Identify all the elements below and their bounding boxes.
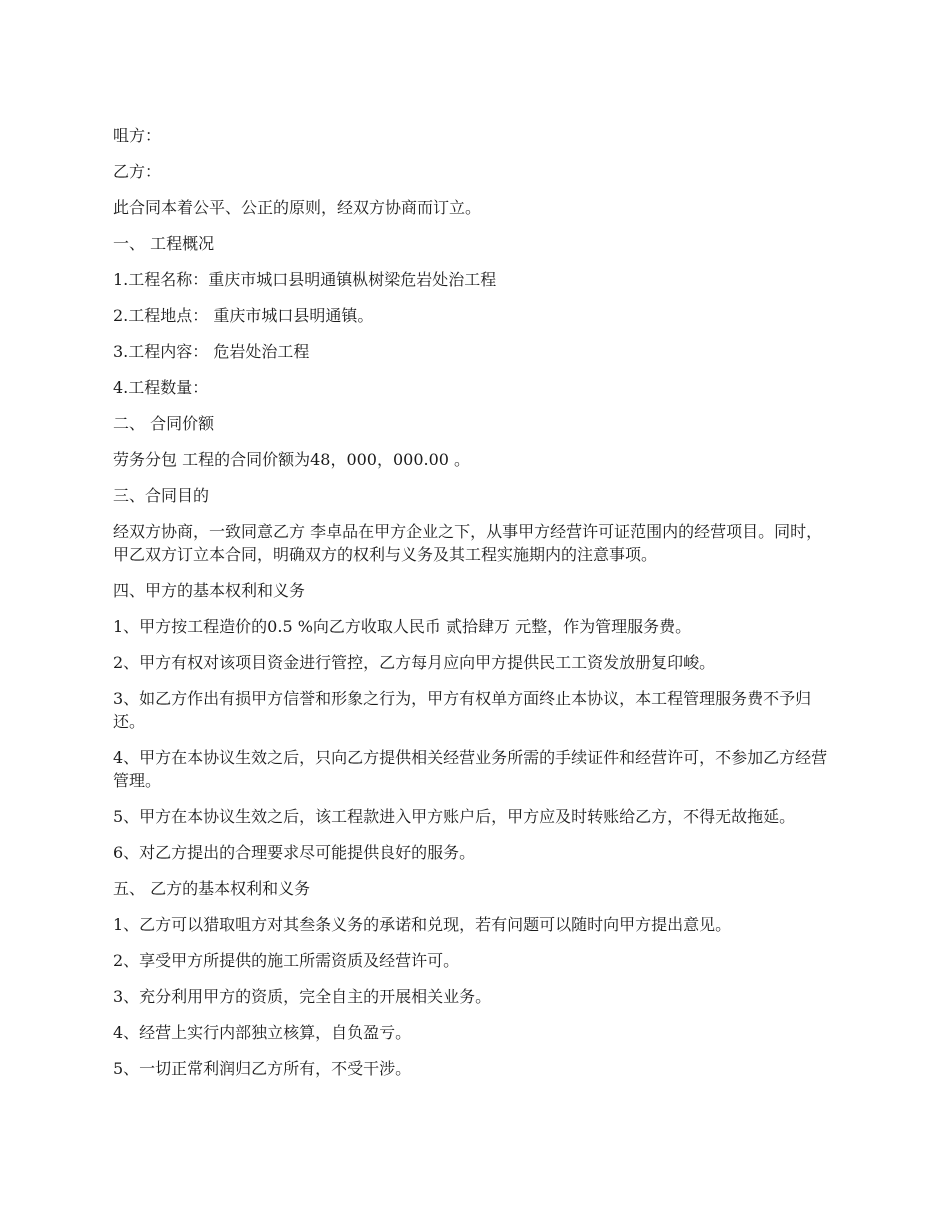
project-content: 3.工程内容： 危岩处治工程 bbox=[113, 342, 310, 361]
project-location: 2.工程地点： 重庆市城口县明通镇。 bbox=[113, 306, 374, 325]
section-heading-project-overview: 一、 工程概况 bbox=[113, 234, 215, 253]
party-b-clause-4: 4、经营上实行内部独立核算，自负盈亏。 bbox=[113, 1023, 412, 1042]
party-b-clause-3: 3、充分利用甲方的资质，完全自主的开展相关业务。 bbox=[113, 987, 492, 1006]
project-name: 1.工程名称：重庆市城口县明通镇枞树梁危岩处治工程 bbox=[113, 270, 497, 289]
section-heading-contract-purpose: 三、合同目的 bbox=[113, 486, 210, 505]
party-a-line: 咀方： bbox=[113, 126, 162, 145]
party-a-clause-4: 4、甲方在本协议生效之后，只向乙方提供相关经营业务所需的手续证件和经营许可，不参加乙方经营管理。 bbox=[113, 748, 828, 790]
section-heading-party-b-rights: 五、 乙方的基本权利和义务 bbox=[113, 879, 311, 898]
party-a-clause-3: 3、如乙方作出有损甲方信誉和形象之行为，甲方有权单方面终止本协议，本工程管理服务费不予归还。 bbox=[113, 689, 812, 731]
contract-body bbox=[113, 124, 833, 1093]
contract-price-text: 劳务分包 工程的合同价额为48，000，000.00 。 bbox=[113, 450, 471, 469]
section-heading-contract-price: 二、 合同价额 bbox=[113, 414, 215, 433]
contract-purpose-text: 经双方协商，一致同意乙方 李卓品在甲方企业之下，从事甲方经营许可证范围内的经营项目。同时，甲乙双方订立本合同，明确双方的权利与义务及其工程实施期内的注意事项。 bbox=[113, 522, 823, 564]
contract-preamble: 此合同本着公平、公正的原则，经双方协商而订立。 bbox=[113, 198, 482, 217]
party-a-clause-2: 2、甲方有权对该项目资金进行管控，乙方每月应向甲方提供民工工资发放册复印峻。 bbox=[113, 653, 716, 672]
party-a-clause-5: 5、甲方在本协议生效之后，该工程款进入甲方账户后，甲方应及时转账给乙方，不得无故拖延。 bbox=[113, 807, 796, 826]
party-a-clause-1: 1、甲方按工程造价的0.5 %向乙方收取人民币 贰拾肆万 元整，作为管理服务费。 bbox=[113, 617, 692, 636]
project-quantity: 4.工程数量： bbox=[113, 378, 209, 397]
party-b-clause-5: 5、一切正常利润归乙方所有，不受干涉。 bbox=[113, 1059, 412, 1078]
party-b-clause-1: 1、乙方可以猎取咀方对其叁条义务的承诺和兑现，若有问题可以随时向甲方提出意见。 bbox=[113, 915, 732, 934]
section-heading-party-a-rights: 四、甲方的基本权利和义务 bbox=[113, 581, 306, 600]
party-b-line: 乙方： bbox=[113, 162, 162, 181]
party-a-clause-6: 6、对乙方提出的合理要求尽可能提供良好的服务。 bbox=[113, 843, 476, 862]
party-b-clause-2: 2、享受甲方所提供的施工所需资质及经营许可。 bbox=[113, 951, 460, 970]
